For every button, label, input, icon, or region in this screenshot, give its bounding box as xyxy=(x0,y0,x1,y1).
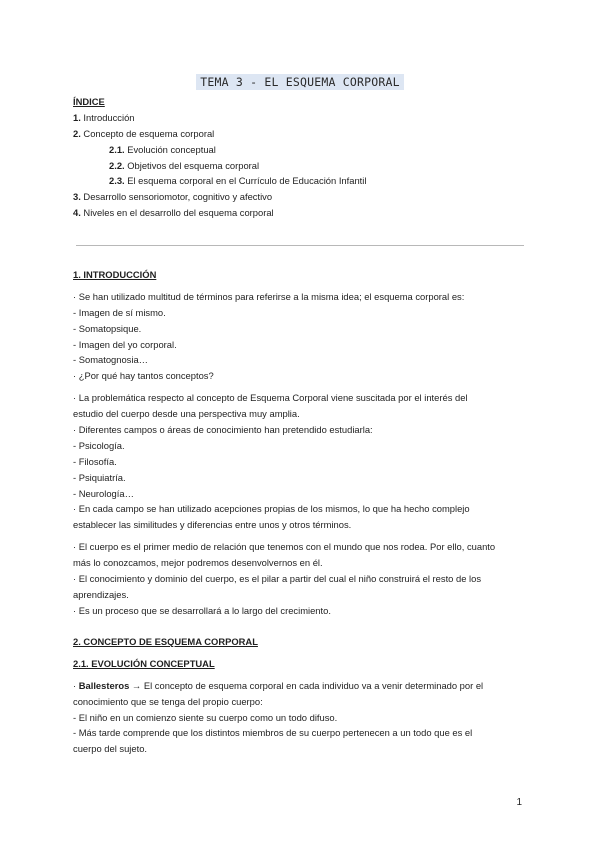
index-item-label: Objetivos del esquema corporal xyxy=(124,159,260,171)
text-line: - Psiquiatría. xyxy=(73,471,126,483)
text-line: · ¿Por qué hay tantos conceptos? xyxy=(73,370,214,382)
divider-line xyxy=(76,245,524,246)
paragraph-ballesteros xyxy=(73,694,533,758)
introduction-section xyxy=(73,267,533,619)
text-line: · La problemática respecto al concepto de Esquema Corporal viene suscitada por el interés del xyxy=(73,392,468,404)
text-line: más lo conozcamos, mejor podremos desenvolvernos en él. xyxy=(73,557,323,569)
text-line: - Neurología… xyxy=(73,487,134,499)
bullet-marker: · xyxy=(73,679,79,691)
text-line: - Somatopsique. xyxy=(73,322,142,334)
index-item-label: El esquema corporal en el Currículo de Educación Infantil xyxy=(124,175,367,187)
text-line: cuerpo del sujeto. xyxy=(73,743,148,755)
index-item-number: 2.1. xyxy=(109,143,125,155)
index-item-label: Concepto de esquema corporal xyxy=(80,127,215,139)
text-line: - Imagen del yo corporal. xyxy=(73,338,177,350)
text-line: · El conocimiento y dominio del cuerpo, es el pilar a partir del cual el niño construirá el resto de los xyxy=(73,573,482,585)
index-item-number: 2.2. xyxy=(109,159,125,171)
text-line: - El niño en un comienzo siente su cuerpo como un todo difuso. xyxy=(73,711,338,723)
text-line: · Se han utilizado multitud de términos para referirse a la misma idea; el esquema corporal es: xyxy=(73,290,465,302)
paragraph-ballesteros-first-line xyxy=(73,678,533,694)
text-line: - Imagen de sí mismo. xyxy=(73,306,166,318)
index-heading: ÍNDICE xyxy=(73,96,105,107)
index-item xyxy=(73,142,533,158)
text-line: estudio del cuerpo desde una perspectiva muy amplia. xyxy=(73,408,300,420)
index-item xyxy=(73,158,533,174)
index-item-number: 4. xyxy=(73,207,81,219)
concept-section xyxy=(73,634,533,757)
text-line: - Más tarde comprende que los distintos miembros de su cuerpo pertenecen a un todo que es el xyxy=(73,727,473,739)
title-container xyxy=(0,73,600,91)
paragraph-problem xyxy=(73,390,533,533)
text-line: - Filosofía. xyxy=(73,455,117,467)
index-item-number: 3. xyxy=(73,191,81,203)
section-heading-concept: 2. CONCEPTO DE ESQUEMA CORPORAL xyxy=(73,636,258,647)
text-line: establecer las similitudes y diferencias entre unos y otros términos. xyxy=(73,519,352,531)
index-item-label: Desarrollo sensoriomotor, cognitivo y afectivo xyxy=(80,191,273,203)
text-line: aprendizajes. xyxy=(73,588,129,600)
text-line: · Diferentes campos o áreas de conocimiento han pretendido estudiarla: xyxy=(73,424,373,436)
index-item-number: 2.3. xyxy=(109,175,125,187)
ballesteros-text: → El concepto de esquema corporal en cada individuo va a venir determinado por el xyxy=(129,679,484,691)
paragraph-terms xyxy=(73,289,533,384)
index-item xyxy=(73,126,533,142)
text-line: · Es un proceso que se desarrollará a lo largo del crecimiento. xyxy=(73,604,331,616)
index-item xyxy=(73,189,533,205)
document-title: TEMA 3 - EL ESQUEMA CORPORAL xyxy=(196,74,403,90)
index-item xyxy=(73,173,533,189)
index-item-label: Niveles en el desarrollo del esquema corporal xyxy=(80,207,274,219)
text-line: - Somatognosia… xyxy=(73,354,149,366)
index-item-number: 2. xyxy=(73,127,81,139)
index-item xyxy=(73,205,533,221)
text-line: · En cada campo se han utilizado acepciones propias de los mismos, lo que ha hecho complejo xyxy=(73,503,470,515)
text-line: conocimiento que se tenga del propio cuerpo: xyxy=(73,695,263,707)
index-item-label: Evolución conceptual xyxy=(124,143,216,155)
section-heading-introduction: 1. INTRODUCCIÓN xyxy=(73,269,157,280)
paragraph-body xyxy=(73,539,533,618)
index-item-label: Introducción xyxy=(80,111,135,123)
index-item-number: 1. xyxy=(73,111,81,123)
index-section xyxy=(73,94,533,221)
index-item xyxy=(73,110,533,126)
subsection-heading-evolution: 2.1. EVOLUCIÓN CONCEPTUAL xyxy=(73,657,215,669)
text-line: · El cuerpo es el primer medio de relación que tenemos con el mundo que nos rodea. Por ello, cuanto xyxy=(73,541,496,553)
page-number: 1 xyxy=(516,797,522,808)
text-line: - Psicología. xyxy=(73,439,125,451)
index-list xyxy=(73,110,533,221)
author-name: Ballesteros xyxy=(78,679,130,691)
